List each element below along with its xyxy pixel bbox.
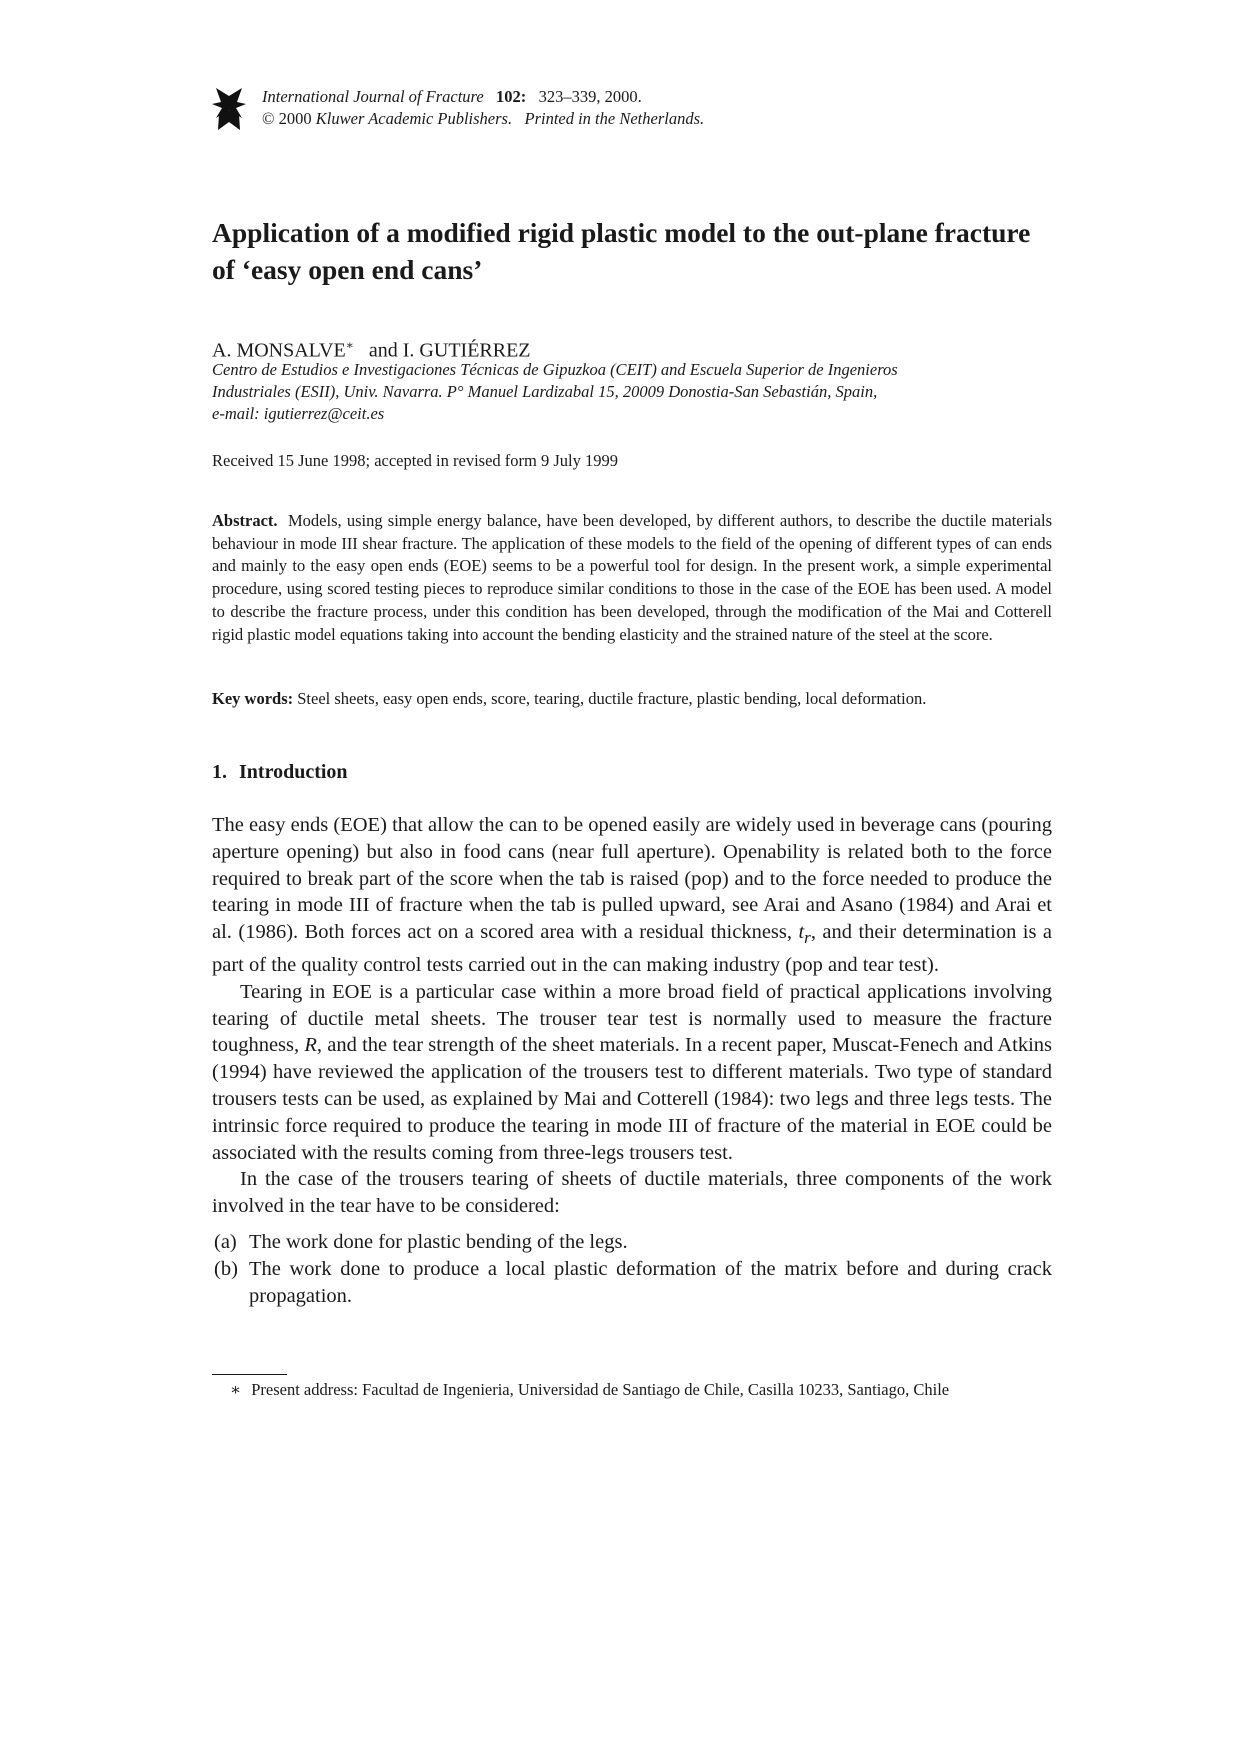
body-text [212,812,1052,1309]
paragraph-1 [212,812,1052,979]
list-marker: (b) [214,1257,238,1280]
list-item [212,1256,1052,1310]
copyright-year: © 2000 [262,109,312,128]
publisher-name: Kluwer Academic Publishers. [315,109,513,128]
abstract [212,510,1052,646]
journal-pages-year: 323–339, 2000. [538,87,642,106]
article-title: Application of a modified rigid plastic model to the out-plane fracture of ‘easy open end cans’ [212,217,1031,285]
list-item [212,1229,1052,1256]
affiliation [212,359,1052,425]
R-symbol: R [304,1034,317,1057]
paragraph-2-part-2: , and the tear strength of the sheet materials. In a recent paper, Muscat-Fenech and Atkins (1994) have reviewed the application of the trousers test to different materials. Two type of standard trousers tests can be used, as explained by Mai and Cotterell (1984): two legs and three legs tests. The intrinsic force required to produce the tearing in mode III of fracture of the material in EOE could be associated with the results coming from three-legs trousers test. [212,1034,1052,1164]
keywords [212,688,1052,710]
keywords-text: Steel sheets, easy open ends, score, tearing, ductile fracture, plastic bending, local deformation. [297,689,927,708]
tr-subscript: r [804,928,811,948]
affiliation-line-1: Centro de Estudios e Investigaciones Técnicas de Gipuzkoa (CEIT) and Escuela Superior de Ingenieros [212,360,898,379]
publisher-logo [212,88,246,130]
author-1: A. MONSALVE [212,339,346,362]
journal-volume: 102: [496,87,527,106]
list-item-text: The work done to produce a local plastic deformation of the matrix before and during crack propagation. [249,1257,1052,1307]
author-footnote-mark: ∗ [345,338,354,352]
abstract-label: Abstract. [212,511,278,530]
section-heading [212,759,348,785]
footnote [230,1379,949,1401]
section-number: 1. [212,761,227,783]
journal-line-1 [262,86,704,108]
author-2: and I. GUTIÉRREZ [368,339,531,362]
journal-name: International Journal of Fracture [262,87,484,106]
journal-citation [262,86,704,130]
paragraph-1-part-1: The easy ends (EOE) that allow the can to be opened easily are widely used in beverage cans (pouring aperture opening) but also in food cans (near full aperture). Openability is related both to the force required to break part of the score when the tab is raised (pop) and to the force needed to produce the tearing in mode III of fracture when the tab is pulled upward, see Arai and Asano (1984) and Arai et al. (1986). Both forces act on a scored area with a residual thickness, [212,814,1052,944]
section-title: Introduction [239,761,348,783]
footnote-text: Present address: Facultad de Ingenieria, Universidad de Santiago de Chile, Casilla 10233, Santiago, Chile [251,1380,950,1399]
footnote-mark: ∗ [230,1380,242,1399]
affiliation-line-2: Industriales (ESII), Univ. Navarra. P° Manuel Lardizabal 15, 20009 Donostia-San Sebastián, Spain, [212,382,878,401]
footnote-rule [212,1374,287,1375]
affiliation-email: e-mail: igutierrez@ceit.es [212,404,385,423]
tr-symbol: t [798,921,805,944]
printed-location: Printed in the Netherlands. [524,109,705,128]
paragraph-2-part-1: Tearing in EOE is a particular case within a more broad field of practical applications involving tearing of ductile metal sheets. The trouser tear test is normally used to measure the fracture toughness, [212,980,1052,1057]
received-date: Received 15 June 1998; accepted in revised form 9 July 1999 [212,451,618,470]
paragraph-1-part-2: , and their determination is a part of the quality control tests carried out in the can making industry (pop and tear test). [212,921,1052,977]
journal-line-2 [262,108,704,130]
work-components-list [212,1229,1052,1309]
abstract-text: Models, using simple energy balance, have been developed, by different authors, to describe the ductile materials behaviour in mode III shear fracture. The application of these models to the field of the opening of different types of can ends and mainly to the easy open ends (EOE) seems to be a powerful tool for design. In the present work, a simple experimental procedure, using scored testing pieces to reproduce similar conditions to those in the case of the EOE has been used. A model to describe the fracture process, under this condition has been developed, through the modification of the Mai and Cotterell rigid plastic model equations taking into account the bending elasticity and the strained nature of the steel at the score. [212,511,1053,644]
keywords-label: Key words: [212,689,294,708]
list-item-text: The work done for plastic bending of the legs. [249,1231,628,1254]
list-marker: (a) [214,1231,237,1254]
paragraph-2 [212,979,1052,1167]
paragraph-3: In the case of the trousers tearing of sheets of ductile materials, three components of the work involved in the tear have to be considered: [212,1168,1052,1218]
